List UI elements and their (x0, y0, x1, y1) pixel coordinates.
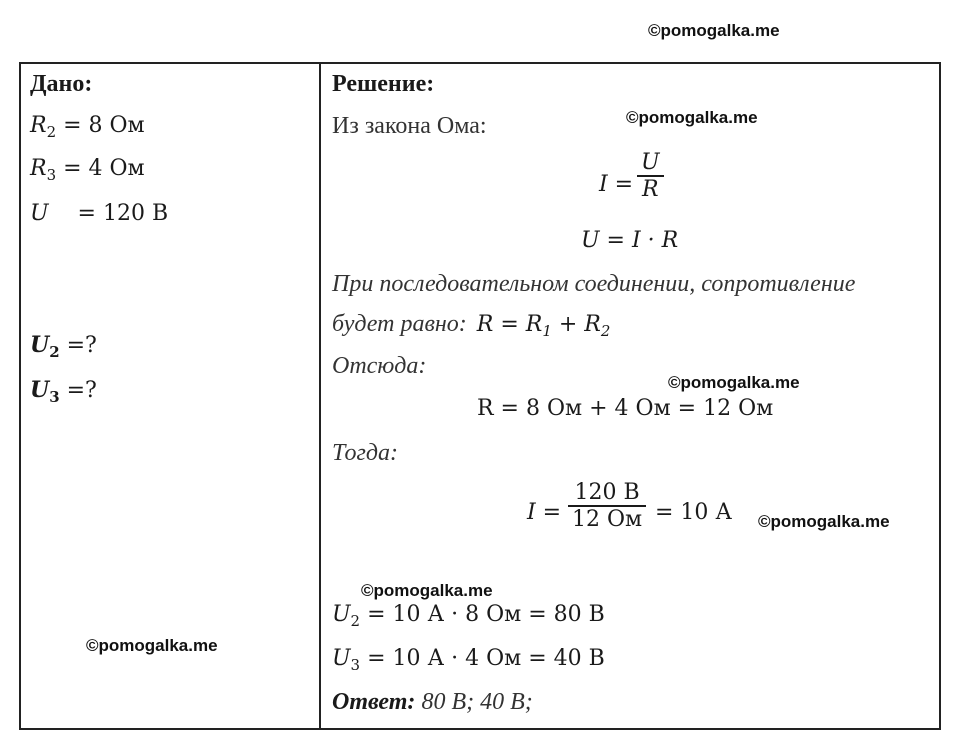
given-u: U = 120 В (30, 201, 169, 226)
i-formula-rhs: = 10 А (655, 500, 733, 525)
solution-heading: Решение: (332, 71, 435, 97)
watermark-top: ©pomogalka.me (648, 21, 780, 40)
ohm-formula-lhs: I = (599, 172, 634, 197)
i-formula-lhs: I = (527, 500, 562, 525)
i-fraction: 120 В 12 Ом (568, 480, 646, 533)
given-r2: $R_2 = 8$ Ом (30, 113, 145, 142)
ohm-law-intro: Из закона Ома: (332, 113, 487, 139)
watermark: ©pomogalka.me (758, 512, 890, 531)
find-u3: $U_3$ =? (30, 377, 97, 407)
then-label: Тогда: (332, 440, 398, 466)
given-heading: Дано: (30, 71, 93, 97)
answer-label: Ответ: (332, 689, 416, 715)
ohm-fraction: U R (637, 150, 664, 203)
answer (332, 690, 533, 714)
watermark: ©pomogalka.me (668, 373, 800, 392)
series-text-line2: будет равно: $R = R_1 + R_2$ (332, 311, 611, 341)
column-divider (319, 62, 321, 730)
r-total-formula: R = 8 Ом + 4 Ом = 12 Ом (477, 396, 774, 421)
hence-label: Отсюда: (332, 353, 427, 379)
u3-calc: $U_3 = 10$ А · 4 Ом = 40 В (332, 646, 605, 675)
answer-text: 80 В; 40 В; (421, 689, 533, 715)
find-u2: $U_2$ =? (30, 332, 97, 362)
u-formula: U = I · R (581, 228, 679, 253)
u2-calc: $U_2 = 10$ А · 8 Ом = 80 В (332, 602, 605, 631)
given-r3: $R_3 = 4$ Ом (30, 156, 145, 185)
series-text-line1: При последовательном соединении, сопротивление (332, 271, 856, 297)
watermark: ©pomogalka.me (361, 581, 493, 600)
watermark: ©pomogalka.me (626, 108, 758, 127)
watermark: ©pomogalka.me (86, 636, 218, 655)
